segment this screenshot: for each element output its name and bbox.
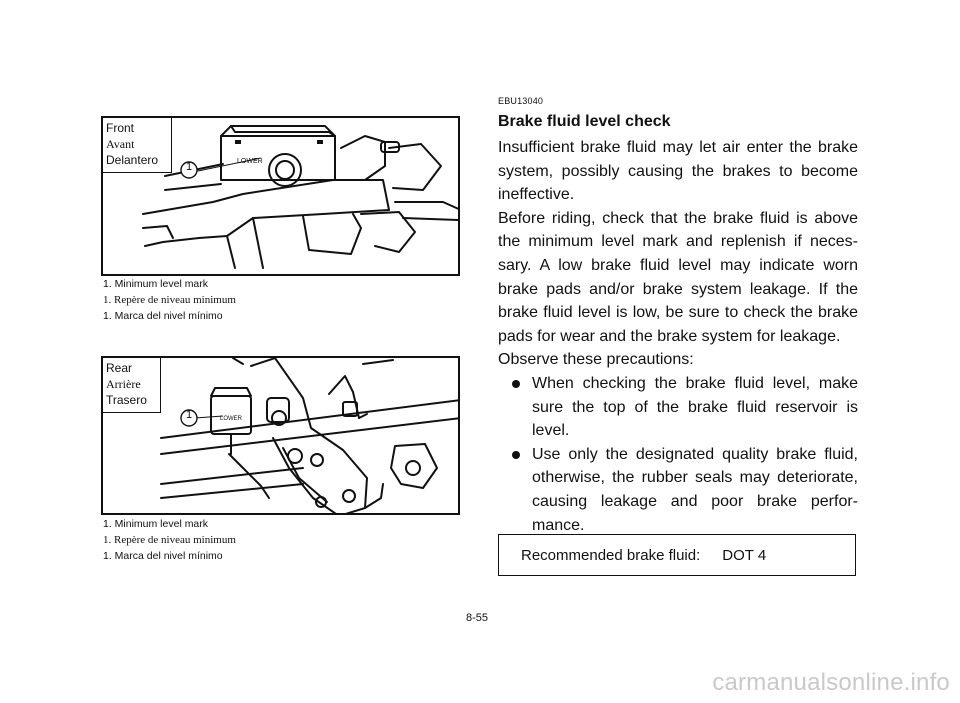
front-part-label: LOWER xyxy=(237,158,263,165)
section-code: EBU13040 xyxy=(498,96,544,106)
rear-brake-figure xyxy=(101,356,460,515)
rear-callout-number: 1 xyxy=(185,409,193,421)
rear-legend xyxy=(103,358,161,413)
caption-fr: 1. Repère de niveau minimum xyxy=(103,534,236,546)
caption-en: 1. Minimum level mark xyxy=(103,278,209,290)
section-title: Brake fluid level check xyxy=(498,113,671,130)
front-figure-caption xyxy=(103,276,236,324)
caption-fr: 1. Repère de niveau minimum xyxy=(103,294,236,306)
front-brake-figure xyxy=(101,116,460,276)
caption-es: 1. Marca del nivel mínimo xyxy=(103,550,223,562)
list-item xyxy=(498,443,858,537)
legend-es: Trasero xyxy=(106,393,147,407)
rear-part-label: LOWER xyxy=(220,416,243,422)
rear-figure-caption xyxy=(103,516,236,564)
watermark-footer: carmanualsonline.info xyxy=(712,669,950,696)
precaution-list xyxy=(498,372,858,537)
list-item-text: When checking the brake fluid level, make sure the top of the brake fluid reservoir is level. xyxy=(532,374,858,440)
front-callout-number: 1 xyxy=(185,161,193,173)
recommended-fluid-box xyxy=(498,534,856,576)
paragraph: Before riding, check that the brake fluid is above the minimum level mark and replenish if neces-sary. A low brake fluid level may indicate worn brake pads and/or brake system leakage. If the brake fluid level is low, be sure to check the brake pads for wear and the brake system for leakage. xyxy=(498,209,858,345)
legend-en: Rear xyxy=(106,361,133,375)
list-item-text: Use only the designated quality brake fluid, otherwise, the rubber seals may deteriorate, causing leakage and poor brake perfor-mance. xyxy=(532,445,858,534)
legend-es: Delantero xyxy=(106,153,159,167)
caption-en: 1. Minimum level mark xyxy=(103,518,209,530)
bullet-icon xyxy=(512,451,520,459)
legend-fr: Avant xyxy=(106,137,135,151)
legend-en: Front xyxy=(106,121,135,135)
paragraph: Observe these precautions: xyxy=(498,351,694,369)
list-item xyxy=(498,372,858,443)
paragraph: Insufficient brake fluid may let air enter the brake system, possibly causing the brakes to become ineffective. xyxy=(498,139,858,204)
spec-label: Recommended brake fluid: xyxy=(521,547,701,564)
section-body xyxy=(498,136,858,537)
legend-fr: Arrière xyxy=(106,377,141,391)
spec-value: DOT 4 xyxy=(722,547,767,564)
page-number: 8-55 xyxy=(466,612,489,624)
front-legend xyxy=(103,118,172,173)
bullet-icon xyxy=(512,380,520,388)
caption-es: 1. Marca del nivel mínimo xyxy=(103,310,223,322)
